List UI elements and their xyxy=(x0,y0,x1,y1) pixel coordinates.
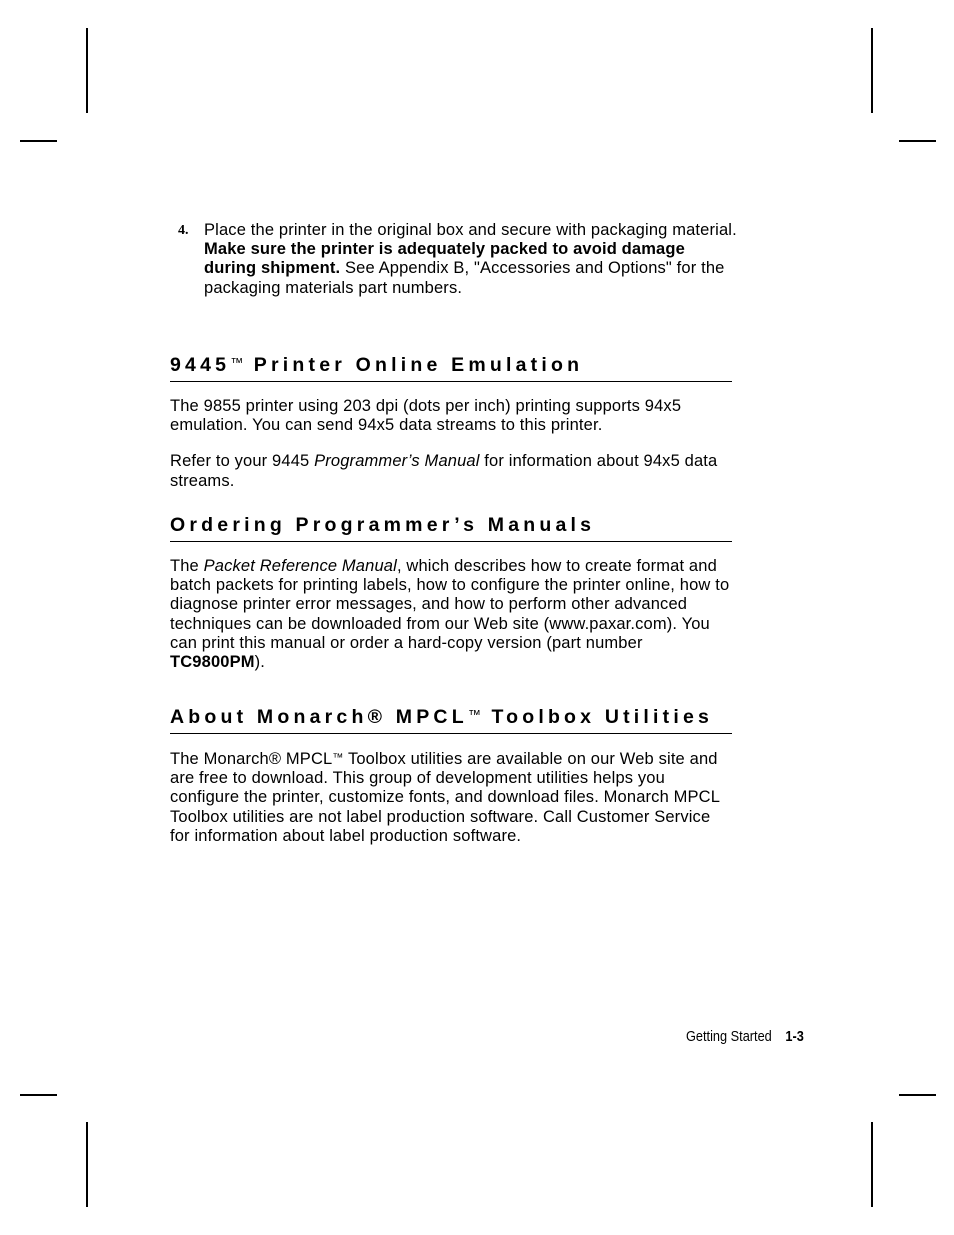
section-heading xyxy=(170,351,732,382)
crop-mark-bottom-left-horizontal xyxy=(20,1094,57,1096)
paragraph-part: The xyxy=(170,557,204,575)
trademark-symbol: ™ xyxy=(230,355,245,370)
step-text-part: See Appendix B, "Accessories and Options" for the packaging materials part numbers. xyxy=(204,259,725,297)
heading-text: Toolbox Utilities xyxy=(481,706,714,728)
step-text-part: Place the printer in the original box and secure with packaging material. xyxy=(204,221,737,239)
step-text-bold: Make sure the printer is adequately packed to avoid damage during shipment. xyxy=(204,240,685,278)
manual-title: Programmer’s Manual xyxy=(314,452,480,471)
crop-mark-bottom-right-vertical xyxy=(871,1122,873,1207)
crop-mark-bottom-right-horizontal xyxy=(899,1094,936,1096)
manual-title: Packet Reference Manual xyxy=(203,557,397,575)
step-number: 4. xyxy=(178,223,189,238)
heading-text: Printer Online Emulation xyxy=(244,354,584,376)
step-4 xyxy=(178,221,738,298)
paragraph: The 9855 printer using 203 dpi (dots per inch) printing supports 94x5 emulation. You can send 94x5 data streams to this printer. xyxy=(170,397,682,435)
paragraph xyxy=(170,557,732,672)
heading-text: About Monarch® MPCL xyxy=(170,706,468,728)
trademark-symbol: ™ xyxy=(467,707,482,722)
heading-text: 9445 xyxy=(170,354,231,376)
section-heading xyxy=(170,703,732,734)
section-heading: Ordering Programmer’s Manuals xyxy=(170,513,732,542)
paragraph-part: ). xyxy=(254,653,266,672)
part-number: TC9800PM xyxy=(170,653,255,672)
chapter-name: Getting Started xyxy=(686,1028,772,1045)
paragraph-part: Refer to your 9445 xyxy=(170,452,315,471)
crop-mark-top-left-horizontal xyxy=(20,140,57,142)
page-number: 1-3 xyxy=(785,1028,804,1045)
paragraph-part: Toolbox utilities are available on our Web site and are free to download. This group of development utilities helps you configure the printer, customize fonts, and download files. Monarch MPCL Toolbox utilities are not label production software. Call Customer Service for information about label production software. xyxy=(170,750,720,845)
paragraph xyxy=(170,452,732,490)
section-toolbox xyxy=(170,703,732,846)
paragraph-part: , which describes how to create format and batch packets for printing labels, how to configure the printer online, how to diagnose printer error messages, and how to perform other advanced techniques can be downloaded from our Web site (www.paxar.com). You can print this manual or order a hard-copy version (part number xyxy=(170,557,730,652)
paragraph xyxy=(170,749,732,846)
crop-mark-top-right-horizontal xyxy=(899,140,936,142)
crop-mark-top-right-vertical xyxy=(871,28,873,113)
trademark-symbol: ™ xyxy=(332,752,344,764)
section-emulation xyxy=(170,351,732,491)
crop-mark-bottom-left-vertical xyxy=(86,1122,88,1207)
paragraph-part: for information about 94x5 data streams. xyxy=(170,452,718,490)
crop-mark-top-left-vertical xyxy=(86,28,88,113)
page-footer xyxy=(686,1028,804,1045)
paragraph-part: The Monarch® MPCL xyxy=(170,750,333,768)
step-text xyxy=(204,221,738,298)
section-ordering xyxy=(170,513,732,672)
